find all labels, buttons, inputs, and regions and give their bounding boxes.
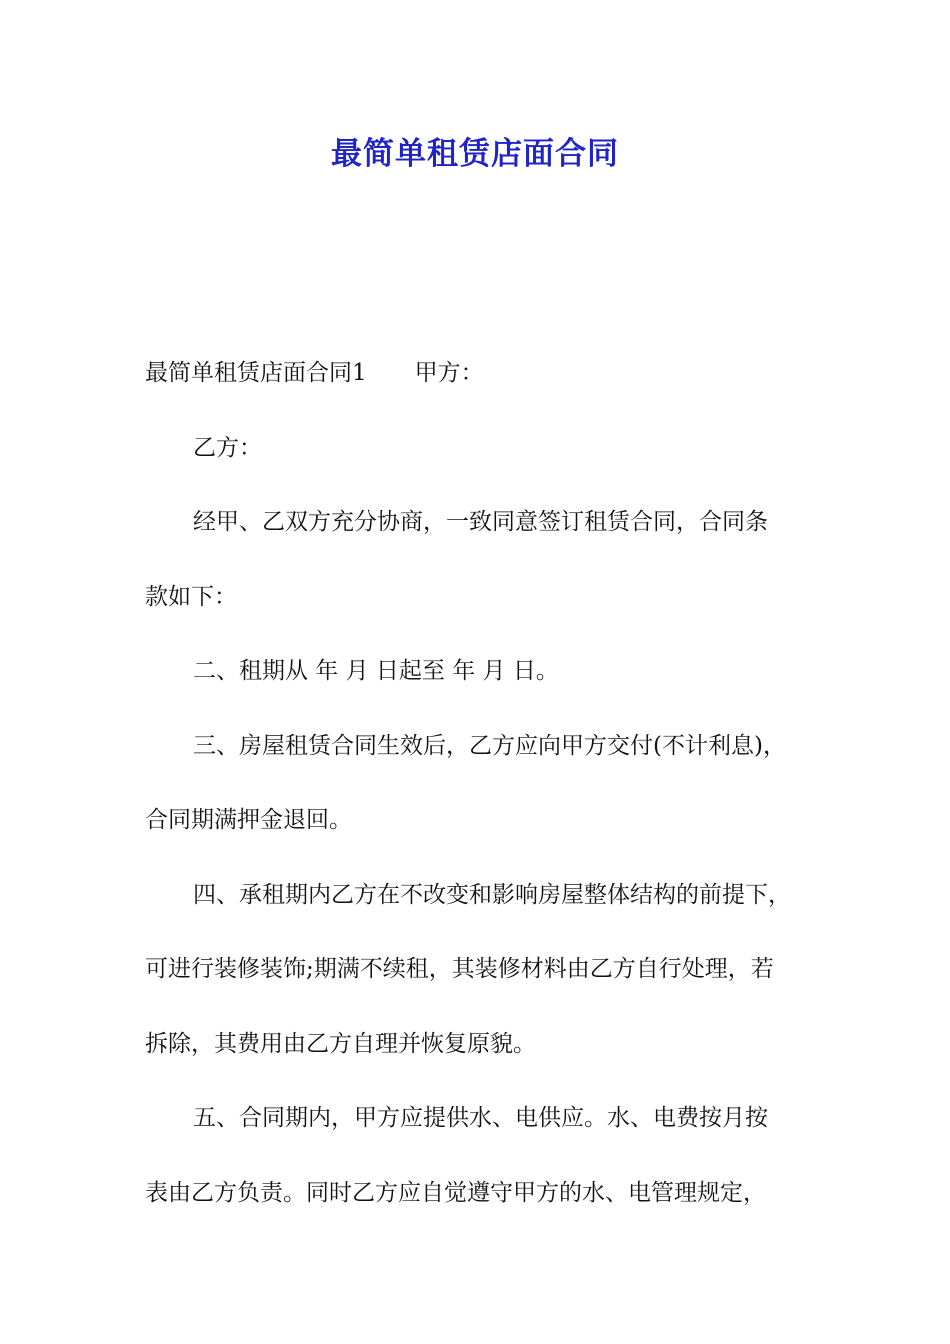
paragraph-line [145,336,825,411]
paragraph-line: 四、承租期内乙方在不改变和影响房屋整体结构的前提下， [193,881,791,908]
paragraph-line: 乙方： [193,434,262,461]
paragraph-line: 可进行装修装饰;期满不续租，其装修材料由乙方自行处理，若 [145,956,774,982]
document-title: 最简单租赁店面合同 [331,136,619,172]
paragraph-line: 合同期满押金退回。 [145,807,352,833]
contract-heading: 最简单租赁店面合同1 [145,360,367,386]
paragraph-line: 拆除，其费用由乙方自理并恢复原貌。 [145,1030,536,1057]
paragraph-line: 经甲、乙双方充分协商，一致同意签订租赁合同，合同条 [193,509,768,535]
paragraph-line: 三、房屋租赁合同生效后，乙方应向甲方交付(不计利息)， [193,732,786,759]
paragraph-line: 款如下： [145,583,237,610]
paragraph-line: 二、租期从 年 月 日起至 年 月 日。 [193,658,559,684]
paragraph-line: 表由乙方负责。同时乙方应自觉遵守甲方的水、电管理规定， [145,1179,766,1206]
party-a-label: 甲方： [414,360,484,386]
document-body [145,336,825,1230]
paragraph-line: 五、合同期内，甲方应提供水、电供应。水、电费按月按 [193,1105,768,1131]
